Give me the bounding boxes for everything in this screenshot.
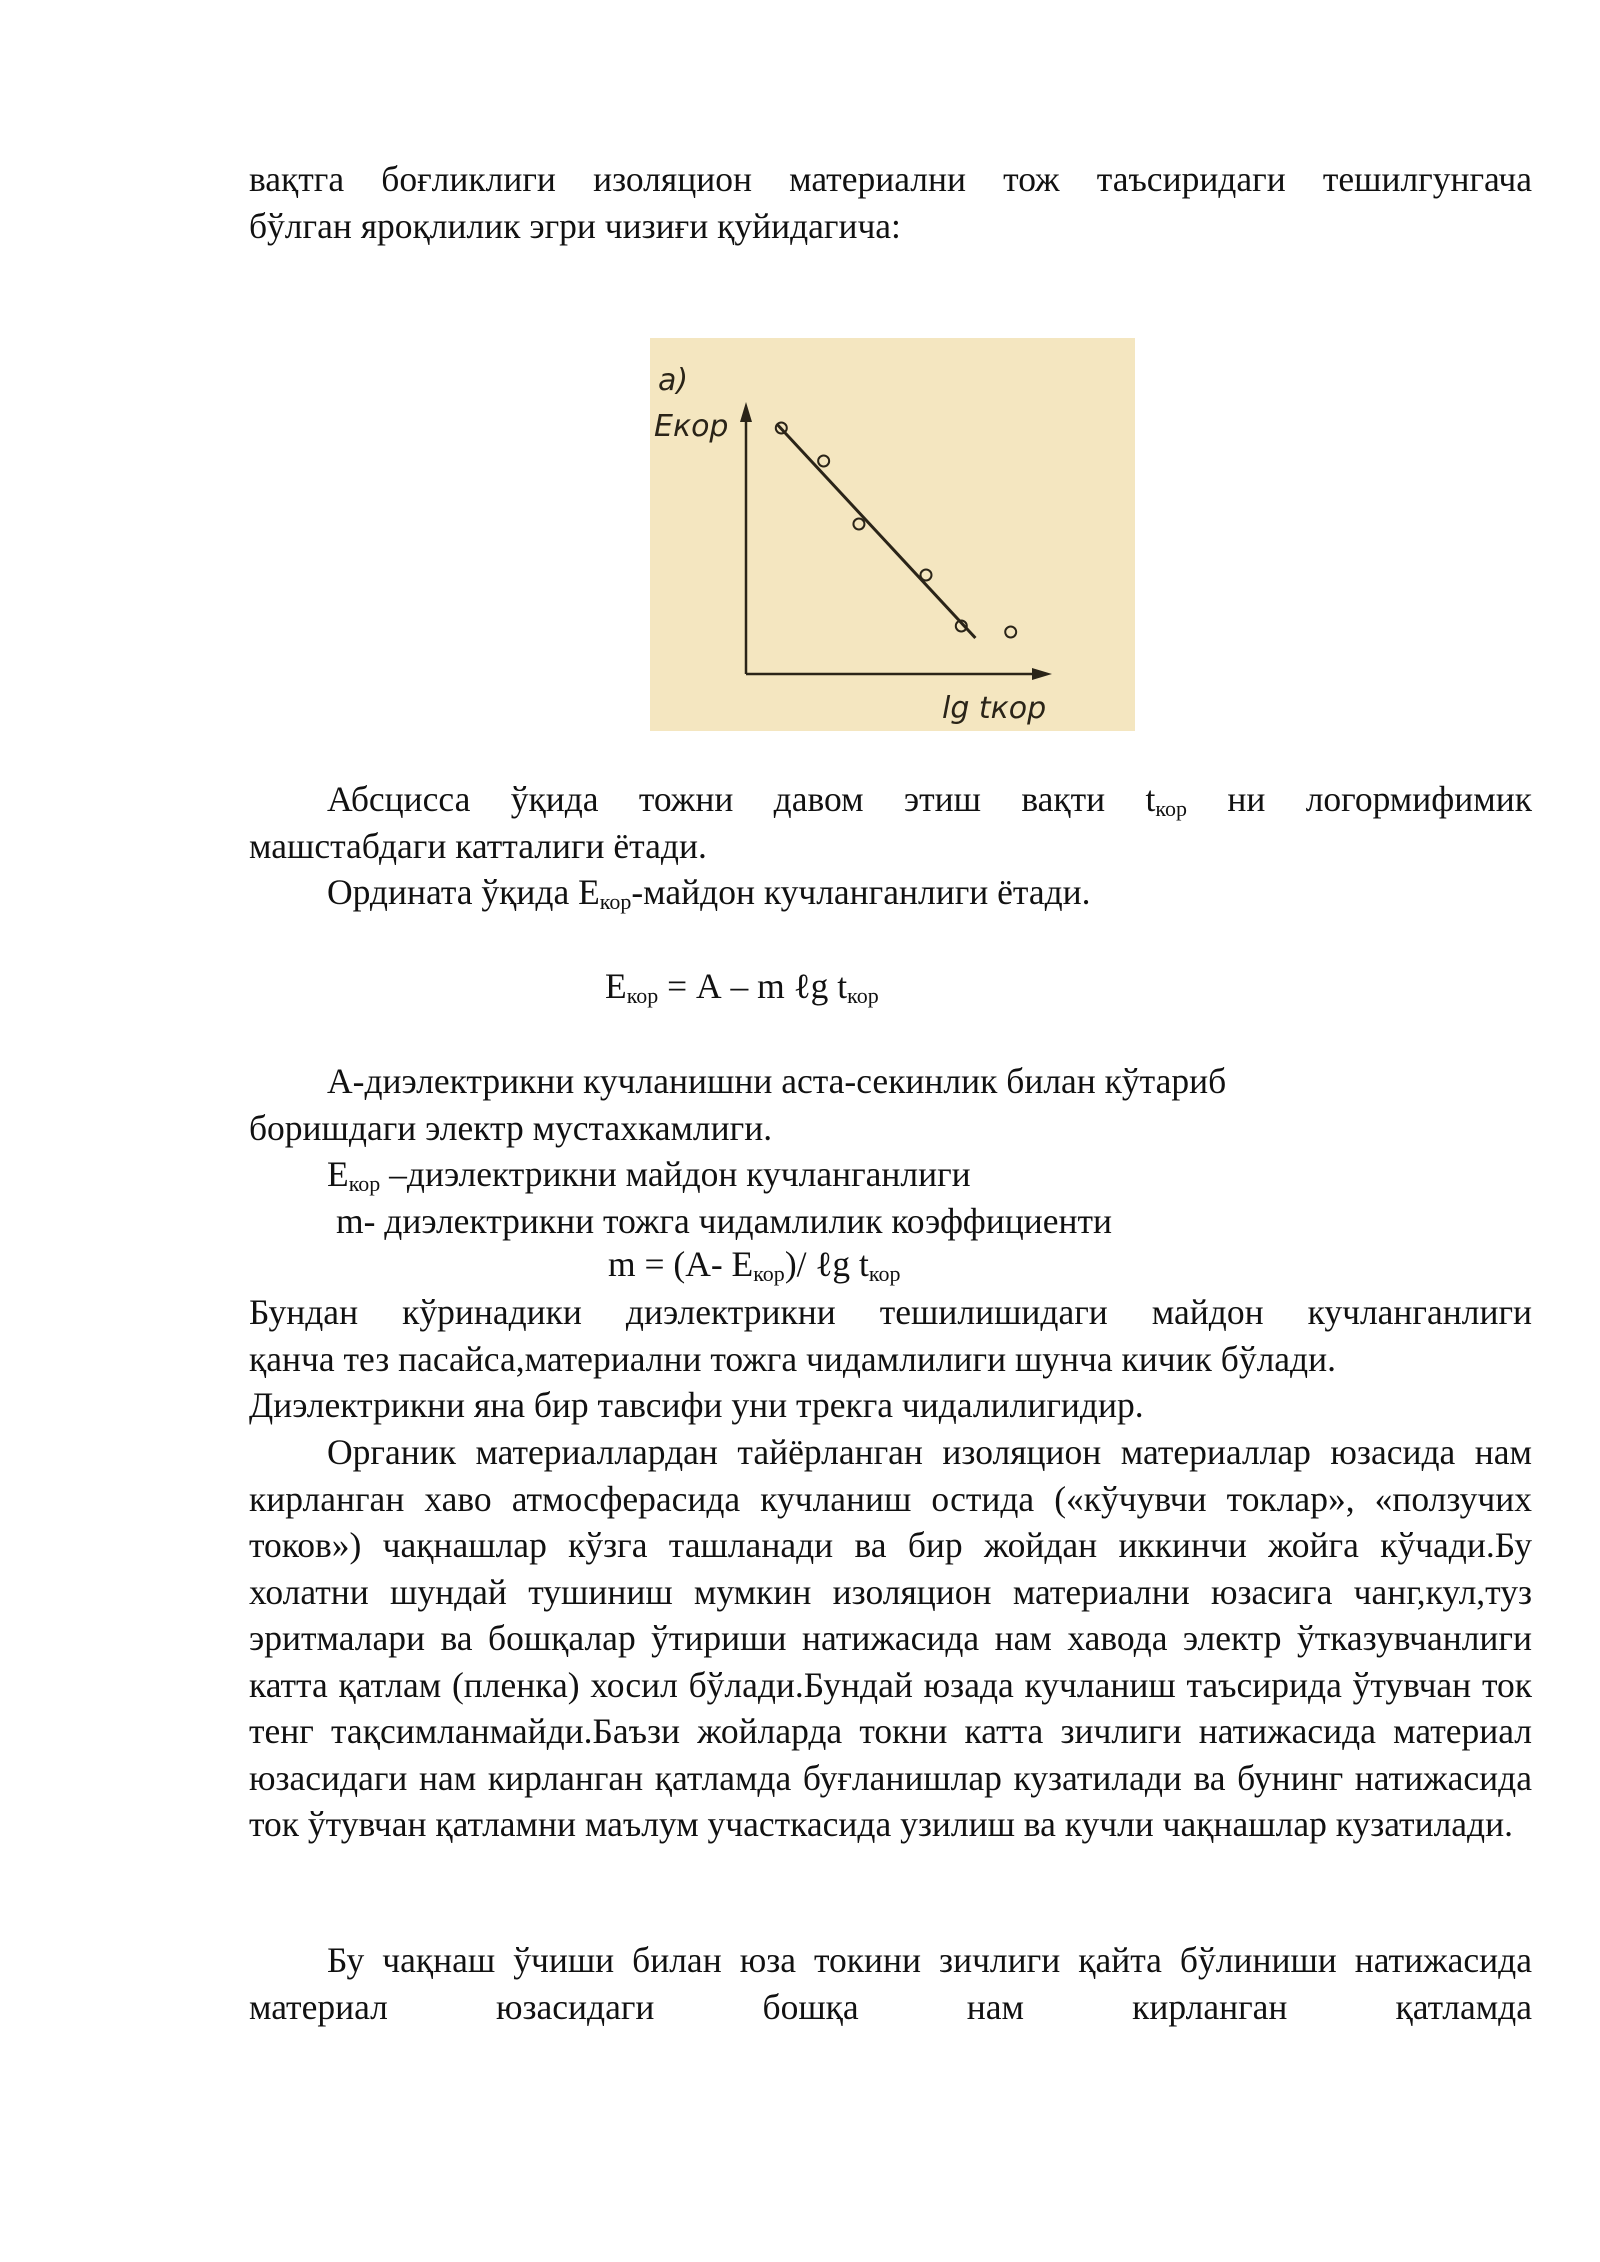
def-a-line-1: А-диэлектрикни кучланишни аста-секинлик билан кўтариб xyxy=(327,1061,1227,1101)
intro-line-1: вақтга боғликлиги изоляцион материални тож таъсиридаги тешилгунгача xyxy=(249,159,1532,199)
x-axis-arrow xyxy=(1032,668,1052,680)
y-axis-arrow xyxy=(740,402,752,422)
conclusion-line-2: қанча тез пасайса,материални тожга чидамлилиги шунча кичик бўлади. xyxy=(249,1338,1336,1379)
ordinate-line xyxy=(249,869,1532,916)
def-a-line-2: боришдаги электр мустахкамлиги. xyxy=(249,1107,773,1148)
formula-m-sub-1: кор xyxy=(753,1261,785,1286)
formula-main-e: Е xyxy=(605,966,627,1006)
data-point-2 xyxy=(818,456,829,467)
data-point-3 xyxy=(853,519,864,530)
final-paragraph: Бу чақнаш ўчиши билан юза токини зичлиги қайта бўлиниши натижасида материал юзасидаги бошқа нам кирланган қатламда xyxy=(249,1940,1532,2027)
def-e-line xyxy=(249,1151,1532,1198)
def-e-text-2: –диэлектрикни майдон кучланганлиги xyxy=(380,1154,971,1194)
conclusion-paragraph xyxy=(249,1289,1532,1429)
abscissa-sub: кор xyxy=(1155,796,1187,821)
y-axis-label: Eкор xyxy=(654,409,729,444)
intro-paragraph xyxy=(249,156,1532,249)
abscissa-line-2: машстабдаги катталиги ётади. xyxy=(249,825,707,866)
formula-main-rest: = А – m ℓg t xyxy=(658,966,848,1006)
conclusion-line-1: Бундан кўринадики диэлектрикни тешилишидаги майдон кучланганлиги xyxy=(249,1292,1532,1332)
panel-label: а) xyxy=(658,363,689,398)
conclusion-line-3: Диэлектрикни яна бир тавсифи уни трекга чидалилигидир. xyxy=(249,1385,1144,1425)
x-axis-label: lg tкор xyxy=(942,691,1047,726)
definitions xyxy=(249,1058,1532,1244)
data-point-4 xyxy=(921,570,932,581)
formula-m-text-2: )/ ℓg t xyxy=(784,1244,869,1284)
data-point-6 xyxy=(1005,627,1016,638)
abscissa-text-2: ни логормифимик xyxy=(1186,779,1532,819)
abscissa-line-1 xyxy=(249,776,1532,823)
formula-main-sub-2: кор xyxy=(847,983,879,1008)
formula-m xyxy=(608,1243,900,1285)
axes-description xyxy=(249,776,1532,916)
fit-line xyxy=(778,425,976,638)
abscissa-text-1: Абсцисса ўқида тожни давом этиш вақти t xyxy=(327,779,1156,819)
ordinate-text-1: Ордината ўқида Е xyxy=(327,872,600,912)
scatter-plot xyxy=(650,338,1135,731)
formula-m-text-1: m = (А- Е xyxy=(608,1244,754,1284)
formula-main-sub-1: кор xyxy=(626,983,659,1008)
ordinate-text-2: -майдон кучланганлиги ётади. xyxy=(631,872,1091,912)
ordinate-sub: кор xyxy=(599,889,632,914)
figure-scan xyxy=(650,338,1135,731)
def-e-text-1: Е xyxy=(327,1154,349,1194)
intro-line-2: бўлган яроқлилик эгри чизиғи қуйидагича: xyxy=(249,205,901,246)
formula-m-sub-2: кор xyxy=(868,1261,901,1286)
def-e-sub: кор xyxy=(348,1171,381,1196)
formula-main xyxy=(605,965,879,1007)
tracking-paragraph: Органик материаллардан тайёрланган изоляцион материаллар юзасида нам кирланган хаво атмосферасида кучланиш остида («кўчувчи токлар», «ползучих токов») чақнашлар кўзга ташланади ва бир жойдан иккинчи жойга кўчади.Бу холатни шундай тушиниш мумкин изоляцион материални юзасига чанг,кул,туз эритмалари ва бошқалар ўтириши натижасида нам хавода электр ўтказувчанлиги катта қатлам (пленка) хосил бўлади.Бундай юзада кучланиш таъсирида ўтувчан ток тенг тақсимланмайди.Баъзи жойларда токни катта зичлиги натижасида материал юзасидаги нам кирланган қатламда буғланишлар кузатилади ва бунинг натижасида ток ўтувчан қатламни маълум участкасида узилиш ва кучли чақнашлар кузатилади. xyxy=(249,1432,1532,1844)
def-m-line: m- диэлектрикни тожга чидамлилик коэффициенти xyxy=(336,1200,1113,1241)
